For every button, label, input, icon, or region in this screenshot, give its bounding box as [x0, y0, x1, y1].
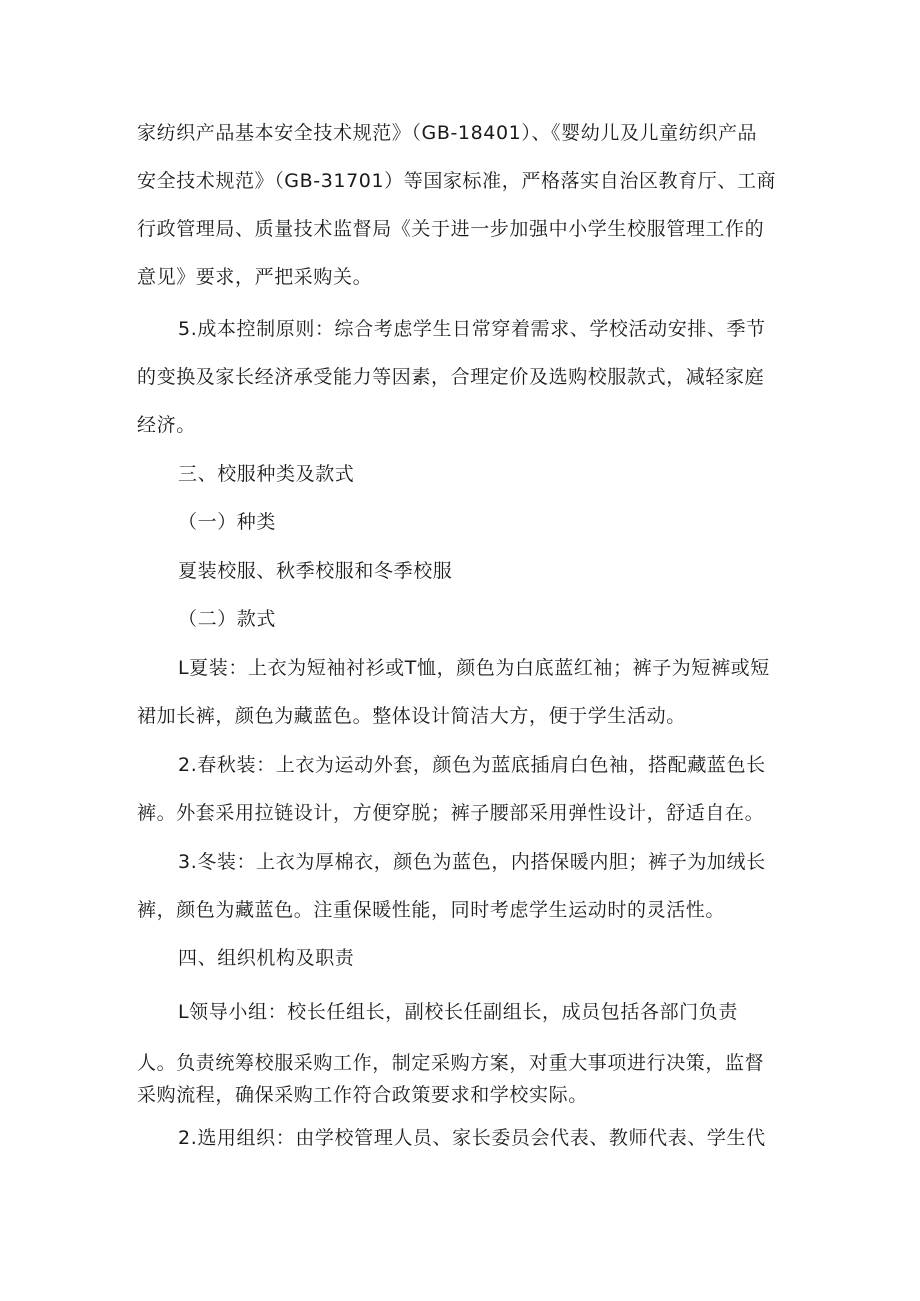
- body-text-line: 夏装校服、秋季校服和冬季校服: [178, 560, 453, 582]
- paragraph-first-line: L夏装：上衣为短袖衬衫或T恤，颜色为白底蓝红袖；裤子为短裤或短: [178, 657, 770, 679]
- paragraph-first-line: 3.冬装：上衣为厚棉衣，颜色为蓝色，内搭保暖内胆；裤子为加绒长: [178, 851, 766, 873]
- body-text-line: 家纺织产品基本安全技术规范》（GB-18401）、《婴幼儿及儿童纺织产品: [137, 122, 758, 144]
- body-text-line: 的变换及家长经济承受能力等因素，合理定价及选购校服款式，减轻家庭: [137, 366, 765, 388]
- body-text-line: 经济。: [137, 414, 196, 436]
- paragraph-first-line: 5.成本控制原则：综合考虑学生日常穿着需求、学校活动安排、季节: [178, 318, 766, 340]
- body-text-line: 裤，颜色为藏蓝色。注重保暖性能，同时考虑学生运动时的灵活性。: [137, 899, 726, 921]
- paragraph-first-line: 2.春秋装：上衣为运动外套，颜色为蓝底插肩白色袖，搭配藏蓝色长: [178, 754, 766, 776]
- body-text-line: 裙加长裤，颜色为藏蓝色。整体设计简洁大方，便于学生活动。: [137, 705, 686, 727]
- subsection-heading: （二）款式: [178, 608, 277, 630]
- body-text-line: 意见》要求，严把采购关。: [137, 266, 373, 288]
- body-text-line: 人。负责统筹校服采购工作，制定采购方案，对重大事项进行决策，监督: [137, 1052, 765, 1074]
- subsection-heading: （一）种类: [178, 511, 277, 533]
- body-text-line: 裤。外套采用拉链设计，方便穿脱；裤子腰部采用弹性设计，舒适自在。: [137, 802, 765, 824]
- section-heading: 四、组织机构及职责: [178, 947, 355, 969]
- section-heading: 三、校服种类及款式: [178, 463, 355, 485]
- paragraph-first-line: 2.选用组织：由学校管理人员、家长委员会代表、教师代表、学生代: [178, 1127, 766, 1149]
- body-text-line: 安全技术规范》（GB-31701）等国家标准，严格落实自治区教育厅、工商: [137, 170, 777, 192]
- body-text-line: 采购流程，确保采购工作符合政策要求和学校实际。: [137, 1084, 588, 1106]
- paragraph-first-line: L领导小组：校长任组长，副校长任副组长，成员包括各部门负责: [178, 1001, 738, 1023]
- body-text-line: 行政管理局、质量技术监督局《关于进一步加强中小学生校服管理工作的: [137, 218, 765, 240]
